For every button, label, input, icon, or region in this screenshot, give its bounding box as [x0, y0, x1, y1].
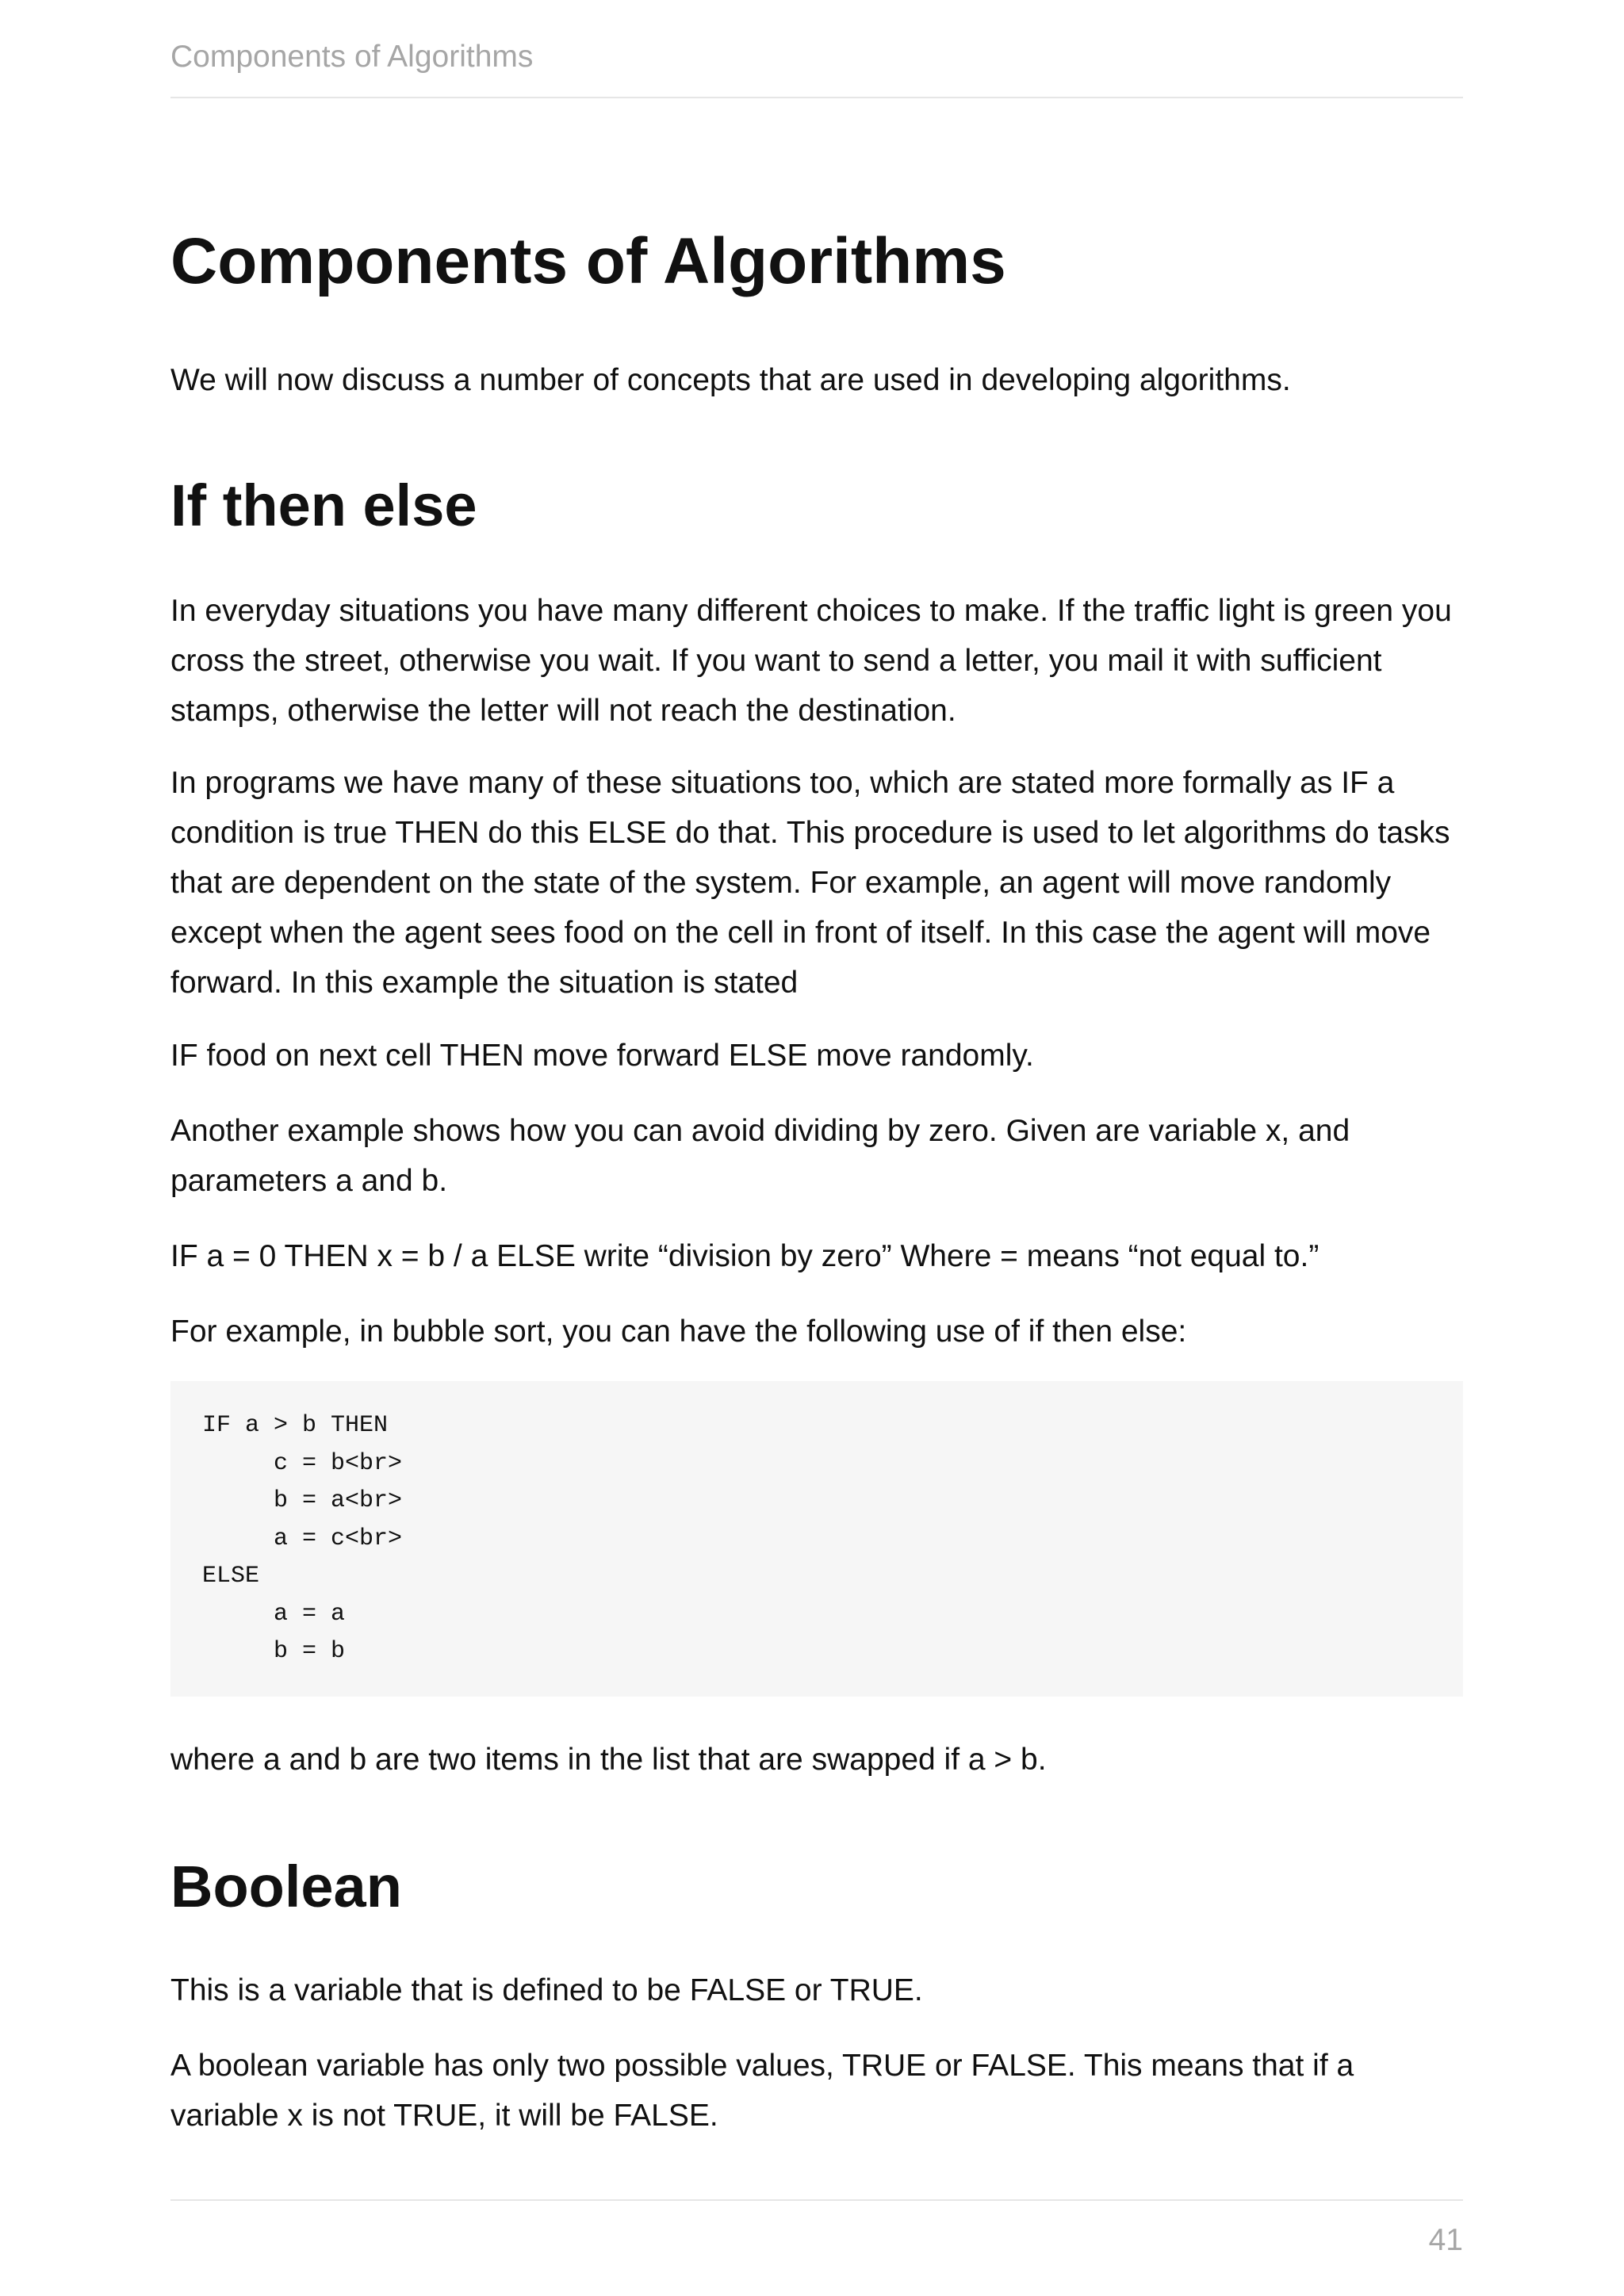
code-line: a = a [274, 1600, 346, 1628]
paragraph-boolean-definition: This is a variable that is defined to be FALSE or TRUE. [170, 1973, 923, 2007]
intro-paragraph: We will now discuss a number of concepts that are used in developing algorithms. [170, 363, 1291, 397]
code-line: b = a<br> [274, 1487, 403, 1514]
paragraph-divide-by-zero: Another example shows how you can avoid dividing by zero. Given are variable x, and parameters a and b. [170, 1114, 1350, 1198]
section-heading-boolean: Boolean [170, 1854, 402, 1919]
code-line: b = b [274, 1638, 346, 1665]
paragraph-programs: In programs we have many of these situations too, which are stated more formally as IF a condition is true THEN do this ELSE do that. This procedure is used to let algorithms do tasks that are dependent on the state of the system. For example, an agent will move randomly except when the agent sees food on the cell in front of itself. In this case the agent will move forward. In this example the situation is stated [170, 766, 1450, 1000]
code-line: c = b<br> [274, 1449, 403, 1477]
page-title: Components of Algorithms [170, 225, 1006, 297]
page-number: 41 [1428, 2223, 1463, 2257]
running-header: Components of Algorithms [170, 40, 534, 74]
paragraph-after-code: where a and b are two items in the list that are swapped if a > b. [170, 1743, 1047, 1777]
section-heading-if-then-else: If then else [170, 473, 477, 538]
footer-divider [170, 2199, 1463, 2201]
paragraph-food-example: IF food on next cell THEN move forward ELSE move randomly. [170, 1039, 1034, 1073]
code-line: a = c<br> [274, 1525, 403, 1552]
paragraph-bubble-sort: For example, in bubble sort, you can have the following use of if then else: [170, 1314, 1187, 1349]
paragraph-everyday-choices: In everyday situations you have many different choices to make. If the traffic light is green you cross the street, otherwise you wait. If you want to send a letter, you mail it with sufficient stamps, otherwise the letter will not reach the destination. [170, 594, 1452, 728]
code-line: IF a > b THEN [202, 1412, 389, 1439]
paragraph-division-rule: IF a = 0 THEN x = b / a ELSE write “division by zero” Where = means “not equal to.” [170, 1239, 1320, 1273]
header-divider [170, 97, 1463, 98]
code-block [170, 1381, 1463, 1697]
paragraph-boolean-values: A boolean variable has only two possible values, TRUE or FALSE. This means that if a variable x is not TRUE, it will be FALSE. [170, 2049, 1354, 2133]
code-line: ELSE [202, 1563, 260, 1590]
